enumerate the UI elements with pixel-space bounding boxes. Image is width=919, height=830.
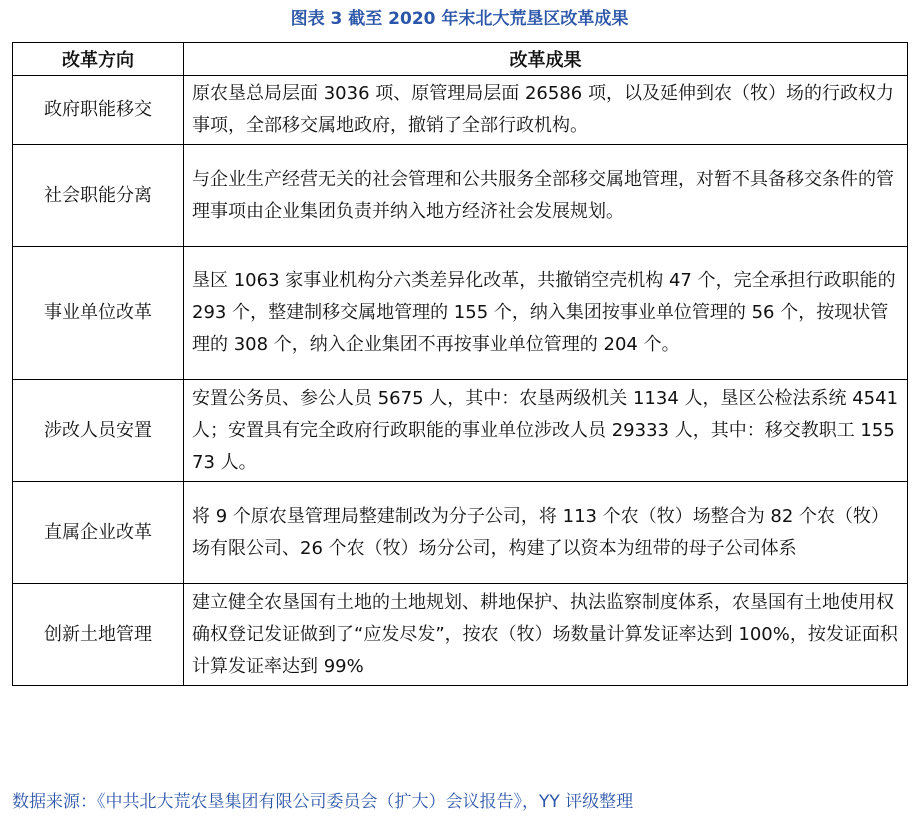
table-row xyxy=(13,380,908,482)
row-result-cell: 将 9 个原农垦管理局整建制改为分子公司，将 113 个农（牧）场整合为 82 个农（牧）场有限公司、26 个农（牧）场分公司，构建了以资本为纽带的母子公司体系 xyxy=(184,482,908,584)
table-row xyxy=(13,482,908,584)
header-result: 改革成果 xyxy=(184,43,908,76)
row-direction-cell: 涉改人员安置 xyxy=(13,380,184,482)
figure-title: 图表 3 截至 2020 年末北大荒垦区改革成果 xyxy=(290,9,629,29)
reform-results-table xyxy=(12,42,908,686)
table-row xyxy=(13,76,908,145)
row-direction-cell: 事业单位改革 xyxy=(13,247,184,380)
table-row xyxy=(13,584,908,686)
row-result-cell: 与企业生产经营无关的社会管理和公共服务全部移交属地管理，对暂不具备移交条件的管理事项由企业集团负责并纳入地方经济社会发展规划。 xyxy=(184,145,908,247)
row-direction-cell: 政府职能移交 xyxy=(13,76,184,145)
source-note: 数据来源：《中共北大荒农垦集团有限公司委员会（扩大）会议报告》，YY 评级整理 xyxy=(12,792,634,812)
row-result-cell: 安置公务员、参公人员 5675 人，其中：农垦两级机关 1134 人，垦区公检法系统 4541 人；安置具有完全政府行政职能的事业单位涉改人员 29333 人，其中：移交教职工 15573 人。 xyxy=(184,380,908,482)
row-direction-cell: 直属企业改革 xyxy=(13,482,184,584)
row-direction-cell: 创新土地管理 xyxy=(13,584,184,686)
table-row xyxy=(13,247,908,380)
row-result-cell: 原农垦总局层面 3036 项、原管理局层面 26586 项，以及延伸到农（牧）场的行政权力事项，全部移交属地政府，撤销了全部行政机构。 xyxy=(184,76,908,145)
row-direction-cell: 社会职能分离 xyxy=(13,145,184,247)
header-direction: 改革方向 xyxy=(13,43,184,76)
row-result-cell: 垦区 1063 家事业机构分六类差异化改革，共撤销空壳机构 47 个，完全承担行政职能的 293 个，整建制移交属地管理的 155 个，纳入集团按事业单位管理的 56 个，按现状管理的 308 个，纳入企业集团不再按事业单位管理的 204 个。 xyxy=(184,247,908,380)
table-header-row xyxy=(13,43,908,76)
row-result-cell: 建立健全农垦国有土地的土地规划、耕地保护、执法监察制度体系，农垦国有土地使用权确权登记发证做到了“应发尽发”，按农（牧）场数量计算发证率达到 100%，按发证面积计算发证率达到 99% xyxy=(184,584,908,686)
table-row xyxy=(13,145,908,247)
